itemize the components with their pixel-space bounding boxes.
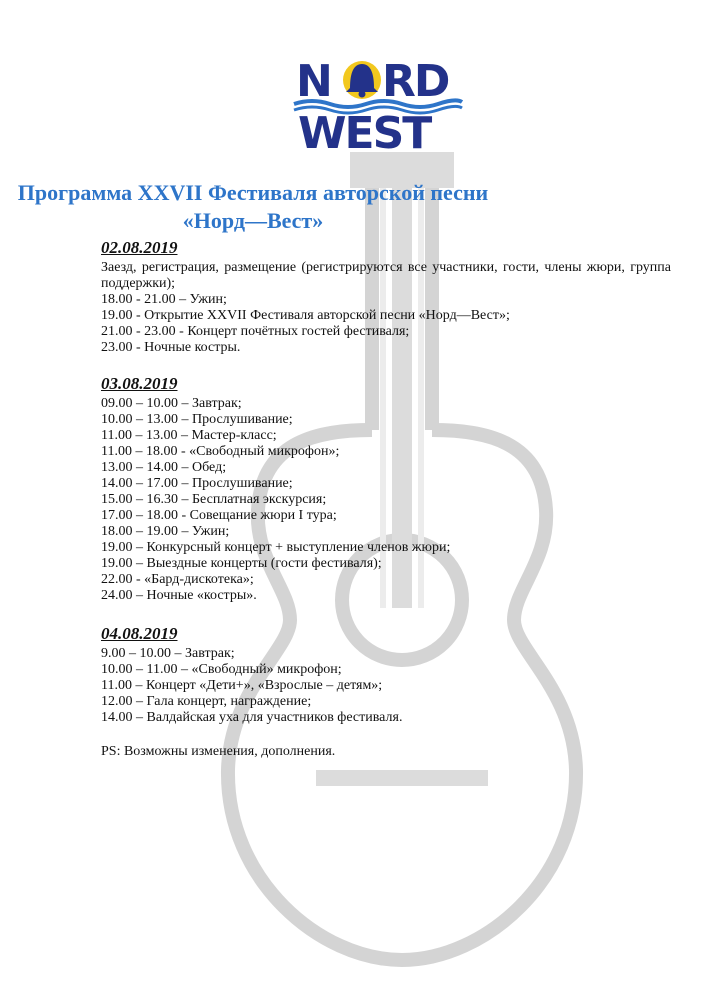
schedule-item: Заезд, регистрация, размещение (регистрируются все участники, гости, члены жюри, группа поддержки); [101,260,671,291]
schedule-item: 11.00 – Концерт «Дети+», «Взрослые – детям»; [101,678,383,693]
schedule-item: 21.00 - 23.00 - Концерт почётных гостей фестиваля; [101,324,410,339]
schedule-item: 15.00 – 16.30 – Бесплатная экскурсия; [101,492,327,507]
program-title-line1: Программа XXVII Фестиваля авторской песни [17,180,489,205]
day-date: 04.08.2019 [101,624,178,643]
footnote: PS: Возможны изменения, дополнения. [101,744,336,759]
schedule-item: 24.00 – Ночные «костры». [101,588,257,603]
schedule-item: 23.00 - Ночные костры. [101,340,241,355]
schedule-item: 19.00 – Выездные концерты (гости фестиваля); [101,556,382,571]
schedule-item: 19.00 – Конкурсный концерт + выступление членов жюри; [101,540,451,555]
svg-text:WEST: WEST [298,108,431,152]
schedule-item: 14.00 – Валдайская уха для участников фестиваля. [101,710,403,725]
schedule-item: 18.00 - 21.00 – Ужин; [101,292,227,307]
schedule-item: 22.00 - «Бард-дискотека»; [101,572,254,587]
nord-west-logo [292,52,464,152]
schedule-item: 17.00 – 18.00 - Совещание жюри I тура; [101,508,337,523]
program-title-line2: «Норд—Вест» [182,208,324,233]
schedule-item: 9.00 – 10.00 – Завтрак; [101,646,235,661]
schedule-item: 18.00 – 19.00 – Ужин; [101,524,230,539]
schedule-item: 10.00 – 11.00 – «Свободный» микрофон; [101,662,342,677]
svg-text:RD: RD [382,56,449,107]
day-date: 02.08.2019 [101,238,178,257]
schedule-item: 19.00 - Открытие XXVII Фестиваля авторской песни «Норд—Вест»; [101,308,510,323]
schedule-item: 10.00 – 13.00 – Прослушивание; [101,412,293,427]
bell-icon [343,61,381,99]
schedule-item: 11.00 – 18.00 - «Свободный микрофон»; [101,444,340,459]
schedule-item: 12.00 – Гала концерт, награждение; [101,694,312,709]
svg-text:N: N [296,56,331,107]
schedule-item: 13.00 – 14.00 – Обед; [101,460,227,475]
schedule-item: 09.00 – 10.00 – Завтрак; [101,396,242,411]
schedule-item: 11.00 – 13.00 – Мастер-класс; [101,428,277,443]
day-date: 03.08.2019 [101,374,178,393]
schedule-item: 14.00 – 17.00 – Прослушивание; [101,476,293,491]
